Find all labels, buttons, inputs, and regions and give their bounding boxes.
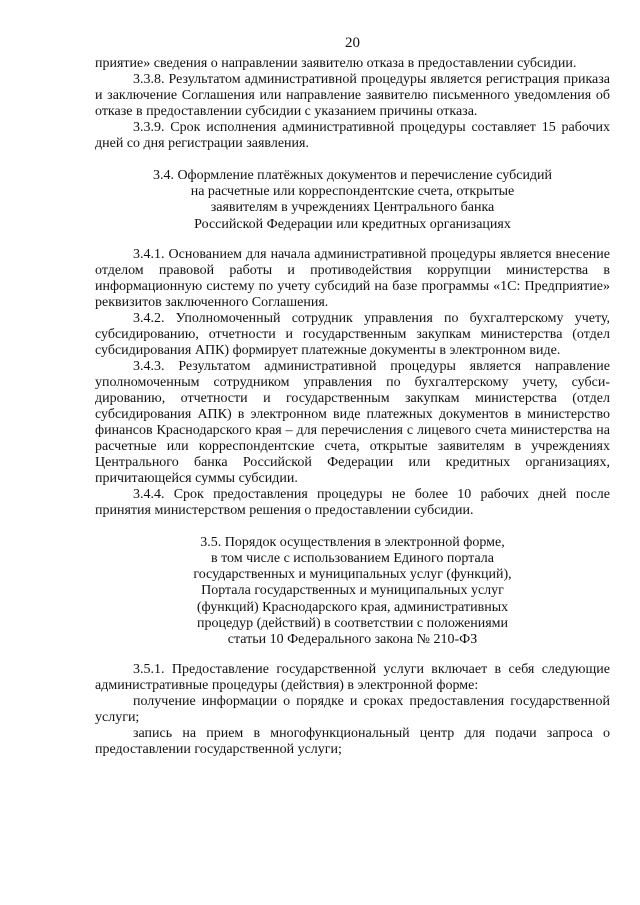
paragraph-3-4-3: 3.4.3. Результатом административной процедуры является направление уполномоченным сотрудником управления по бухгалтерскому учету, субсидированию, отчетности и государственным закупкам министерства (отдел субсидирования АПК) в электронном виде платежных документов в министерство финансов Краснодарского края – для перечисления с лицевого счета министерства на расчетные или корреспондентские счета, открытые заявителям в учреждениях Центрального банка Российской Федерации или кредитных организациях, причитающейся суммы субсидии. xyxy=(95,358,610,486)
paragraph-3-4-1: 3.4.1. Основанием для начала административной процедуры является внесение отделом правовой работы и противодействия коррупции министерства в информационную систему по учету субсидий на базе программы «1С: Предприятие» реквизитов заключенного Соглашения. xyxy=(95,246,610,310)
paragraph-3-3-9: 3.3.9. Срок исполнения административной процедуры составляет 15 рабочих дней со дня регистрации заявления. xyxy=(95,120,610,151)
heading-line: на расчетные или корреспондентские счета, открытые xyxy=(190,184,515,200)
heading-line: государственных и муниципальных услуг (функций), xyxy=(193,567,512,583)
page-number: 20 xyxy=(345,35,360,51)
heading-line: Портала государственных и муниципальных услуг xyxy=(201,583,504,599)
section-heading-3-5 xyxy=(95,535,610,648)
heading-line: (функций) Краснодарского края, административных xyxy=(196,599,509,615)
paragraph-3-4-2: 3.4.2. Уполномоченный сотрудник управления по бухгалтерскому учету, субсидированию, отчетности и государственным закупкам министерства (отдел субсидирования АПК) формирует платежные документы в электронном виде. xyxy=(95,310,610,358)
heading-line: процедур (действий) в соответствии с положениями xyxy=(196,615,509,631)
heading-line: заявителям в учреждениях Центрального банка xyxy=(210,200,495,216)
paragraph-continuation: приятие» сведения о направлении заявителю отказа в предоставлении субсидии. xyxy=(95,56,577,71)
section-heading-3-4 xyxy=(95,168,610,233)
heading-line: в том числе с использованием Единого портала xyxy=(210,551,494,567)
paragraph-3-4-4: 3.4.4. Срок предоставления процедуры не более 10 рабочих дней после принятия министерством решения о предоставлении субсидии. xyxy=(95,486,610,518)
heading-line: 3.5. Порядок осуществления в электронной форме, xyxy=(200,534,505,550)
heading-line: статьи 10 Федерального закона № 210-ФЗ xyxy=(227,632,478,648)
heading-line: Российской Федерации или кредитных организациях xyxy=(194,216,511,232)
paragraph-appointment-item: запись на прием в многофункциональный центр для подачи запроса о предоставлении государственной услуги; xyxy=(95,726,610,758)
paragraph-info-item: получение информации о порядке и сроках предоставления государственной услуги; xyxy=(95,694,610,726)
paragraph-3-5-1: 3.5.1. Предоставление государственной услуги включает в себя следующие административные процедуры (действия) в электронной форме: xyxy=(95,662,610,694)
heading-line: 3.4. Оформление платёжных документов и перечисление субсидий xyxy=(152,168,553,183)
paragraph-3-3-8: 3.3.8. Результатом административной процедуры является регистрация приказа и заключение Соглашения или направление заявителю письменного уведомления об отказе в предоставлении субсидии с указанием причины отказа. xyxy=(95,72,610,119)
